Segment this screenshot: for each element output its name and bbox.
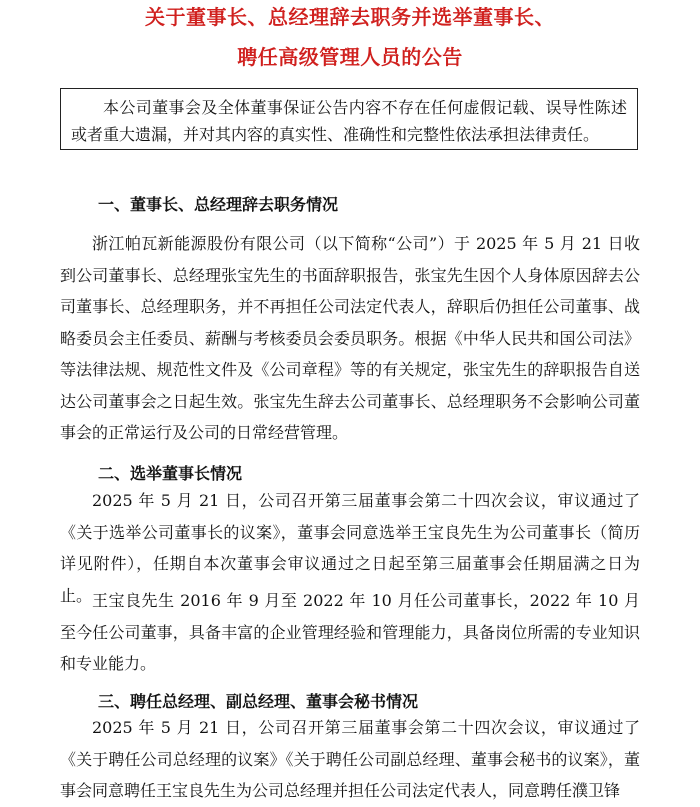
section-3-paragraph-1: 2025 年 5 月 21 日，公司召开第三届董事会第二十四次会议，审议通过了《关于聘任公司总经理的议案》《关于聘任公司副总经理、董事会秘书的议案》，董事会同意聘任王宝良先生为公司总经理并担任公司法定代表人，同意聘任濮卫锋 — [60, 718, 640, 800]
section-2-paragraph-2: 王宝良先生 2016 年 9 月至 2022 年 10 月任公司董事长，2022 年 10 月至今任公司董事，具备丰富的企业管理经验和管理能力，具备岗位所需的专业知识和专业能力。 — [60, 591, 640, 673]
announcement-title-line-1: 关于董事长、总经理辞去职务并选举董事长、 — [145, 5, 555, 29]
section-1-heading: 一、董事长、总经理辞去职务情况 — [98, 195, 339, 214]
section-1-paragraph-1: 浙江帕瓦新能源股份有限公司（以下简称“公司”）于 2025 年 5 月 21 日收到公司董事长、总经理张宝先生的书面辞职报告，张宝先生因个人身体原因辞去公司董事长、总经理职务，并不再担任公司法定代表人，辞职后仍担任公司董事、战略委员会主任委员、薪酬与考核委员会委员职务。根据《中华人民共和国公司法》等法律法规、规范性文件及《公司章程》等的有关规定，张宝先生的辞职报告自送达公司董事会之日起生效。张宝先生辞去公司董事长、总经理职务不会影响公司董事会的正常运行及公司的日常经营管理。 — [60, 234, 640, 442]
section-2-paragraph-1: 2025 年 5 月 21 日，公司召开第三届董事会第二十四次会议，审议通过了《关于选举公司董事长的议案》，董事会同意选举王宝良先生为公司董事长（简历详见附件），任期自本次董事会审议通过之日起至第三届董事会任期届满之日为止。 — [60, 491, 640, 605]
section-3-heading: 三、聘任总经理、副总经理、董事会秘书情况 — [98, 692, 419, 711]
disclaimer-box: 本公司董事会及全体董事保证公告内容不存在任何虚假记载、误导性陈述或者重大遗漏，并对其内容的真实性、准确性和完整性依法承担法律责任。 — [60, 88, 638, 150]
announcement-title-line-2: 聘任高级管理人员的公告 — [237, 45, 463, 69]
section-2-heading: 二、选举董事长情况 — [98, 464, 243, 483]
